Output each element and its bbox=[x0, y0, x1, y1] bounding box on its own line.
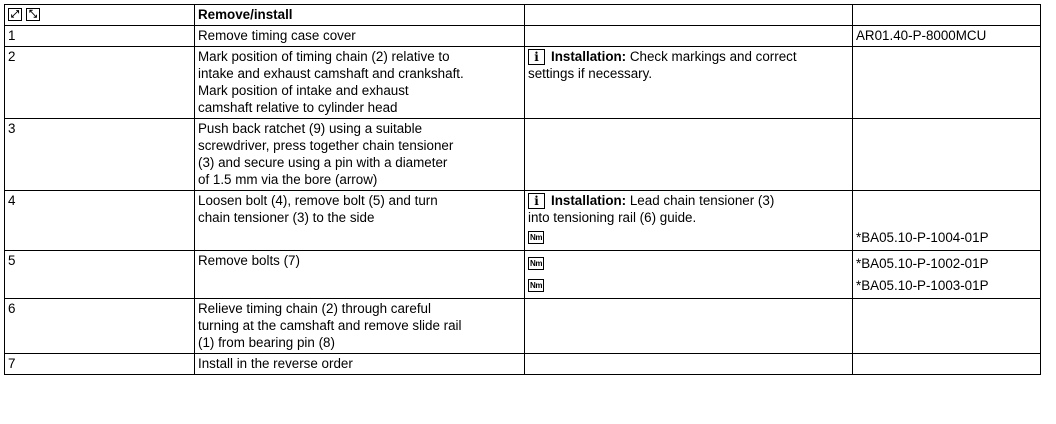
header-row bbox=[5, 5, 1041, 26]
note-text: Lead chain tensioner (3) bbox=[626, 193, 775, 208]
step-reference[interactable]: AR01.40-P-8000MCU bbox=[853, 26, 1041, 47]
note-label: Installation: bbox=[551, 49, 627, 64]
step-text-line: intake and exhaust camshaft and crankshaft. bbox=[198, 66, 464, 81]
table-row bbox=[5, 47, 1041, 119]
step-text-line: camshaft relative to cylinder head bbox=[198, 100, 398, 115]
step-text-line: chain tensioner (3) to the side bbox=[198, 210, 375, 225]
table-row bbox=[5, 191, 1041, 251]
header-icons-cell bbox=[5, 5, 195, 26]
note-text: settings if necessary. bbox=[528, 66, 653, 81]
step-note bbox=[525, 354, 853, 375]
step-number: 1 bbox=[5, 26, 195, 47]
step-reference-link[interactable]: *BA05.10-P-1004-01P bbox=[856, 229, 989, 245]
note-text: into tensioning rail (6) guide. bbox=[528, 210, 697, 225]
step-text-line: Mark position of intake and exhaust bbox=[198, 83, 409, 98]
note-text: Check markings and correct bbox=[626, 49, 797, 64]
step-reference bbox=[853, 251, 1041, 299]
step-text bbox=[195, 119, 525, 191]
step-text-line: Mark position of timing chain (2) relative to bbox=[198, 49, 450, 64]
step-reference-link[interactable]: *BA05.10-P-1002-01P bbox=[856, 255, 989, 271]
step-note bbox=[525, 119, 853, 191]
step-note bbox=[525, 191, 853, 251]
torque-nm-icon[interactable]: Nm bbox=[528, 257, 544, 270]
step-text-line: (1) from bearing pin (8) bbox=[198, 335, 335, 350]
collapse-icon[interactable]: ⤡ bbox=[26, 8, 40, 21]
step-text-line: (3) and secure using a pin with a diameter bbox=[198, 155, 448, 170]
step-text bbox=[195, 191, 525, 251]
table-row bbox=[5, 251, 1041, 299]
step-reference bbox=[853, 47, 1041, 119]
step-reference-link[interactable]: *BA05.10-P-1003-01P bbox=[856, 277, 989, 293]
step-reference bbox=[853, 119, 1041, 191]
step-text bbox=[195, 47, 525, 119]
step-note bbox=[525, 47, 853, 119]
header-note-cell bbox=[525, 5, 853, 26]
step-text: Remove timing case cover bbox=[195, 26, 525, 47]
torque-nm-icon[interactable]: Nm bbox=[528, 231, 544, 244]
step-text: Remove bolts (7) bbox=[195, 251, 525, 299]
table-row bbox=[5, 119, 1041, 191]
step-number: 5 bbox=[5, 251, 195, 299]
note-label: Installation: bbox=[551, 193, 627, 208]
step-note bbox=[525, 299, 853, 354]
step-text-line: turning at the camshaft and remove slide rail bbox=[198, 318, 462, 333]
step-text-line: Push back ratchet (9) using a suitable bbox=[198, 121, 423, 136]
header-ref-cell bbox=[853, 5, 1041, 26]
step-reference bbox=[853, 299, 1041, 354]
table-row bbox=[5, 299, 1041, 354]
step-text-line: of 1.5 mm via the bore (arrow) bbox=[198, 172, 378, 187]
table-row bbox=[5, 354, 1041, 375]
step-text bbox=[195, 299, 525, 354]
info-icon[interactable]: i bbox=[528, 193, 545, 209]
table-row bbox=[5, 26, 1041, 47]
info-icon[interactable]: i bbox=[528, 49, 545, 65]
step-text-line: screwdriver, press together chain tensioner bbox=[198, 138, 454, 153]
step-number: 2 bbox=[5, 47, 195, 119]
step-note bbox=[525, 251, 853, 299]
procedure-table bbox=[4, 4, 1041, 375]
step-reference bbox=[853, 354, 1041, 375]
expand-icon[interactable]: ⤢ bbox=[8, 8, 22, 21]
step-text-line: Relieve timing chain (2) through careful bbox=[198, 301, 431, 316]
step-number: 4 bbox=[5, 191, 195, 251]
step-text-line: Loosen bolt (4), remove bolt (5) and turn bbox=[198, 193, 438, 208]
step-number: 3 bbox=[5, 119, 195, 191]
torque-nm-icon[interactable]: Nm bbox=[528, 279, 544, 292]
step-number: 7 bbox=[5, 354, 195, 375]
header-title: Remove/install bbox=[195, 5, 525, 26]
step-reference bbox=[853, 191, 1041, 251]
step-note bbox=[525, 26, 853, 47]
step-number: 6 bbox=[5, 299, 195, 354]
step-text: Install in the reverse order bbox=[195, 354, 525, 375]
